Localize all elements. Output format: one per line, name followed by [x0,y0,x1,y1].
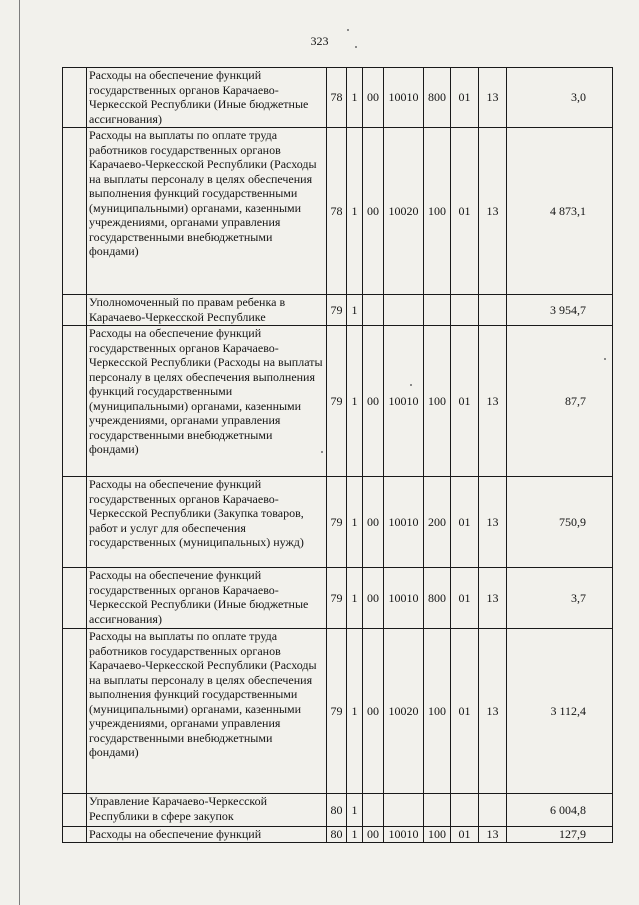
expense-name: Расходы на обеспечение функций государственных органов Карачаево-Черкесской Республики (Расходы на выплаты персоналу в целях обеспечения выполнения функций государственными (муниципальными) органами, казенными учреждениями, органами управления государственными внебюджетными фондами) [87,326,327,477]
code-part-b: 13 [479,477,507,568]
code-section: 1 [347,326,363,477]
code-ministry: 79 [327,477,347,568]
amount-cell: 750,9 [507,477,613,568]
amount-cell: 87,7 [507,326,613,477]
code-subsection: 00 [363,128,384,295]
index-cell [63,568,87,629]
code-part-a: 01 [451,629,479,794]
code-target: 10020 [384,629,424,794]
scan-speck [410,384,412,386]
code-subsection: 00 [363,827,384,843]
code-part-a: 01 [451,827,479,843]
code-part-a: 01 [451,128,479,295]
code-target: 10010 [384,326,424,477]
amount-cell: 3,0 [507,68,613,128]
code-target: 10010 [384,568,424,629]
index-cell [63,477,87,568]
code-section: 1 [347,629,363,794]
code-target: 10010 [384,827,424,843]
expense-name: Расходы на выплаты по оплате труда работников государственных органов Карачаево-Черкесской Республики (Расходы на выплаты персоналу в целях обеспечения выполнения функций государственными (муниципальными) органами, казенными учреждениями, органами управления государственными внебюджетными фондами) [87,128,327,295]
code-expense-type [424,295,451,326]
code-section: 1 [347,568,363,629]
code-part-a [451,794,479,827]
code-part-b [479,295,507,326]
page-edge-line [19,0,20,905]
table-row [63,295,613,326]
table-row [63,477,613,568]
index-cell [63,794,87,827]
code-part-b: 13 [479,568,507,629]
code-section: 1 [347,794,363,827]
amount-cell: 127,9 [507,827,613,843]
code-section: 1 [347,128,363,295]
code-expense-type: 800 [424,68,451,128]
scan-speck [347,29,349,31]
code-ministry: 79 [327,629,347,794]
code-expense-type [424,794,451,827]
amount-cell: 4 873,1 [507,128,613,295]
code-section: 1 [347,827,363,843]
code-subsection: 00 [363,568,384,629]
code-ministry: 78 [327,128,347,295]
code-part-b: 13 [479,629,507,794]
code-part-b [479,794,507,827]
table-row [63,68,613,128]
expense-name: Расходы на обеспечение функций государственных органов Карачаево-Черкесской Республики (Иные бюджетные ассигнования) [87,68,327,128]
code-target: 10020 [384,128,424,295]
expense-name: Управление Карачаево-Черкесской Республики в сфере закупок [87,794,327,827]
expense-name: Расходы на обеспечение функций [87,827,327,843]
code-part-b: 13 [479,68,507,128]
code-expense-type: 100 [424,326,451,477]
code-ministry: 79 [327,295,347,326]
budget-table [62,67,613,843]
code-part-a [451,295,479,326]
index-cell [63,68,87,128]
code-subsection: 00 [363,477,384,568]
code-part-b: 13 [479,128,507,295]
code-subsection [363,295,384,326]
index-cell [63,128,87,295]
code-part-a: 01 [451,477,479,568]
code-section: 1 [347,68,363,128]
code-ministry: 79 [327,326,347,477]
code-part-b: 13 [479,827,507,843]
amount-cell: 6 004,8 [507,794,613,827]
code-section: 1 [347,295,363,326]
table-row [63,326,613,477]
expense-name: Расходы на выплаты по оплате труда работников государственных органов Карачаево-Черкесской Республики (Расходы на выплаты персоналу в целях обеспечения выполнения функций государственными (муниципальными) органами, казенными учреждениями, органами управления государственными внебюджетными фондами) [87,629,327,794]
table-row [63,629,613,794]
code-part-b: 13 [479,326,507,477]
table-row [63,794,613,827]
code-target [384,794,424,827]
amount-cell: 3 112,4 [507,629,613,794]
code-part-a: 01 [451,568,479,629]
amount-cell: 3 954,7 [507,295,613,326]
amount-cell: 3,7 [507,568,613,629]
table-row [63,827,613,843]
page-number: 323 [310,34,329,48]
table-body [63,68,613,843]
code-ministry: 78 [327,68,347,128]
expense-name: Расходы на обеспечение функций государственных органов Карачаево-Черкесской Республики (Закупка товаров, работ и услуг для обеспечения государственных (муниципальных) нужд) [87,477,327,568]
expense-name: Расходы на обеспечение функций государственных органов Карачаево-Черкесской Республики (Иные бюджетные ассигнования) [87,568,327,629]
code-section: 1 [347,477,363,568]
code-ministry: 79 [327,568,347,629]
code-subsection [363,794,384,827]
code-ministry: 80 [327,827,347,843]
code-subsection: 00 [363,629,384,794]
code-target: 10010 [384,68,424,128]
table-row [63,128,613,295]
code-expense-type: 100 [424,128,451,295]
index-cell [63,629,87,794]
code-expense-type: 100 [424,827,451,843]
index-cell [63,295,87,326]
table-row [63,568,613,629]
expense-name: Уполномоченный по правам ребенка в Карачаево-Черкесской Республике [87,295,327,326]
scan-speck [604,358,606,360]
code-expense-type: 200 [424,477,451,568]
code-part-a: 01 [451,68,479,128]
code-part-a: 01 [451,326,479,477]
scan-speck [321,451,323,453]
scan-speck [355,46,357,48]
code-subsection: 00 [363,68,384,128]
code-ministry: 80 [327,794,347,827]
code-target [384,295,424,326]
index-cell [63,326,87,477]
code-target: 10010 [384,477,424,568]
code-subsection: 00 [363,326,384,477]
index-cell [63,827,87,843]
code-expense-type: 100 [424,629,451,794]
code-expense-type: 800 [424,568,451,629]
